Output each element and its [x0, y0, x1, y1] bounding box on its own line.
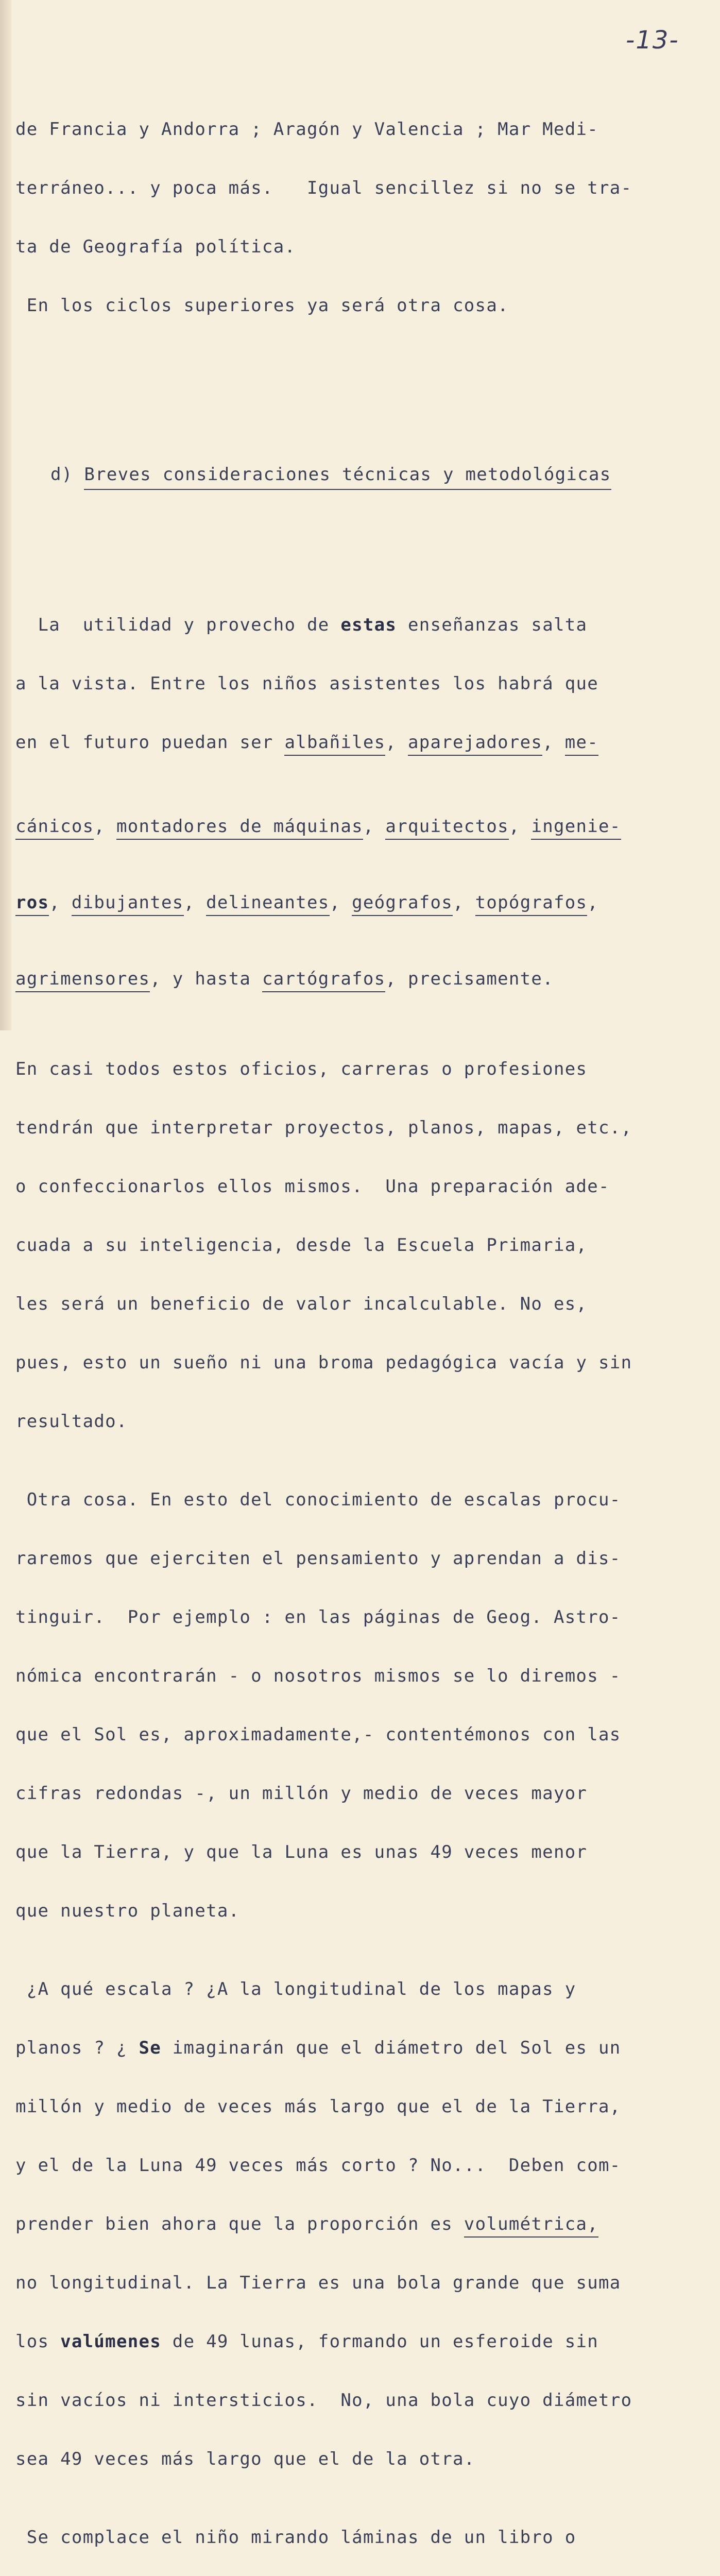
para1-line: ros, dibujantes, delineantes, geógrafos, topógrafos, [15, 887, 708, 924]
text-run: imaginarán que el diámetro del Sol es un [161, 2038, 621, 2058]
para3-line: Otra cosa. En esto del conocimiento de escalas procu- [15, 1489, 621, 1510]
para2-line: resultado. [15, 1411, 128, 1432]
para1-line: a la vista. Entre los niños asistentes los habrá que [15, 673, 599, 694]
section-title: Breves consideraciones técnicas y metodológicas [84, 464, 611, 490]
underlined-profession: delineantes [206, 892, 329, 916]
underlined-profession: montadores de máquinas [116, 816, 363, 840]
para3-line: que el Sol es, aproximadamente,- contentémonos con las [15, 1724, 621, 1745]
para4-line: millón y medio de veces más largo que el de la Tierra, [15, 2096, 621, 2117]
text-run: los [15, 2331, 61, 2352]
para3-line: tinguir. Por ejemplo : en las páginas de Geog. Astro- [15, 1607, 621, 1628]
underlined-profession: ros [15, 892, 49, 916]
intro-line: terráneo... y poca más. Igual sencillez si no se tra- [15, 178, 632, 198]
para1-line: cánicos, montadores de máquinas, arquitectos, ingenie- [15, 811, 708, 848]
para1-line [15, 963, 708, 1001]
underlined-profession: cartógrafos [262, 969, 385, 992]
para4-line: ¿A qué escala ? ¿A la longitudinal de los mapas y [15, 1979, 576, 1999]
bold-word: estas [340, 615, 397, 635]
spacer [15, 546, 708, 556]
underlined-profession: cánicos [15, 816, 94, 840]
para4-line [15, 2038, 708, 2058]
para1-line [15, 615, 708, 635]
bold-word: Se [139, 2038, 162, 2058]
text-run: prender bien ahora que la proporción es [15, 2214, 464, 2234]
underlined-profession: arquitectos [385, 816, 508, 840]
para1-line: en el futuro puedan ser albañiles, aparejadores, me- [15, 733, 708, 752]
para3-line: cifras redondas -, un millón y medio de veces mayor [15, 1783, 588, 1804]
intro-line: ta de Geografía política. [15, 236, 296, 257]
para3-line: que la Tierra, y que la Luna es unas 49 veces menor [15, 1842, 588, 1862]
underlined-profession: dibujantes [72, 892, 184, 916]
para4-line: sea 49 veces más largo que el de la otra. [15, 2449, 475, 2469]
para4-line: y el de la Luna 49 veces más corto ? No... Deben com- [15, 2155, 621, 2176]
underlined-profession: albañiles [284, 732, 385, 756]
para3-line: nómica encontrarán - o nosotros mismos se lo diremos - [15, 1666, 621, 1686]
bold-word: valúmenes [60, 2331, 162, 2352]
paper-edge-shadow [0, 0, 11, 1030]
underlined-word: volumétrica, [464, 2214, 598, 2238]
text-run: en el futuro puedan ser [15, 732, 285, 753]
typewritten-page-body [15, 61, 708, 2576]
underlined-profession: me- [565, 732, 598, 756]
intro-line: En los ciclos superiores ya será otra cosa. [15, 295, 509, 316]
text-run: , y hasta [150, 969, 262, 989]
underlined-profession: ingenie- [531, 816, 621, 840]
section-letter: d) [50, 464, 73, 485]
intro-line: de Francia y Andorra ; Aragón y Valencia ; Mar Medi- [15, 119, 599, 140]
underlined-profession: agrimensores [15, 969, 150, 992]
para4-line [15, 2214, 708, 2234]
para2-line: les será un beneficio de valor incalculable. No es, [15, 1294, 588, 1314]
text-run: planos ? ¿ [15, 2038, 139, 2058]
para2-line: En casi todos estos oficios, carreras o profesiones [15, 1059, 588, 1079]
underlined-profession: topógrafos [475, 892, 588, 916]
para2-line: cuada a su inteligencia, desde la Escuela Primaria, [15, 1235, 588, 1256]
text-run: La utilidad y provecho de [15, 615, 341, 635]
para2-line: tendrán que interpretar proyectos, planos, mapas, etc., [15, 1117, 632, 1138]
para5-line: Se complace el niño mirando láminas de un libro o [15, 2527, 576, 2548]
text-run: enseñanzas salta [397, 615, 588, 635]
para3-line: raremos que ejerciten el pensamiento y aprendan a dis- [15, 1548, 621, 1569]
text-run: , precisamente. [385, 969, 554, 989]
spacer [15, 374, 708, 406]
section-heading [15, 465, 708, 487]
underlined-profession: geógrafos [352, 892, 453, 916]
para3-line: que nuestro planeta. [15, 1901, 240, 1921]
para4-line [15, 2332, 708, 2351]
text-run: de 49 lunas, formando un esferoide sin [161, 2331, 599, 2352]
para2-line: o confeccionarlos ellos mismos. Una preparación ade- [15, 1176, 610, 1197]
para2-line: pues, esto un sueño ni una broma pedagógica vacía y sin [15, 1352, 632, 1373]
underlined-profession: aparejadores [408, 732, 542, 756]
para4-line: no longitudinal. La Tierra es una bola grande que suma [15, 2273, 621, 2293]
para4-line: sin vacíos ni intersticios. No, una bola cuyo diámetro [15, 2390, 632, 2411]
page-number: -13- [626, 26, 679, 55]
